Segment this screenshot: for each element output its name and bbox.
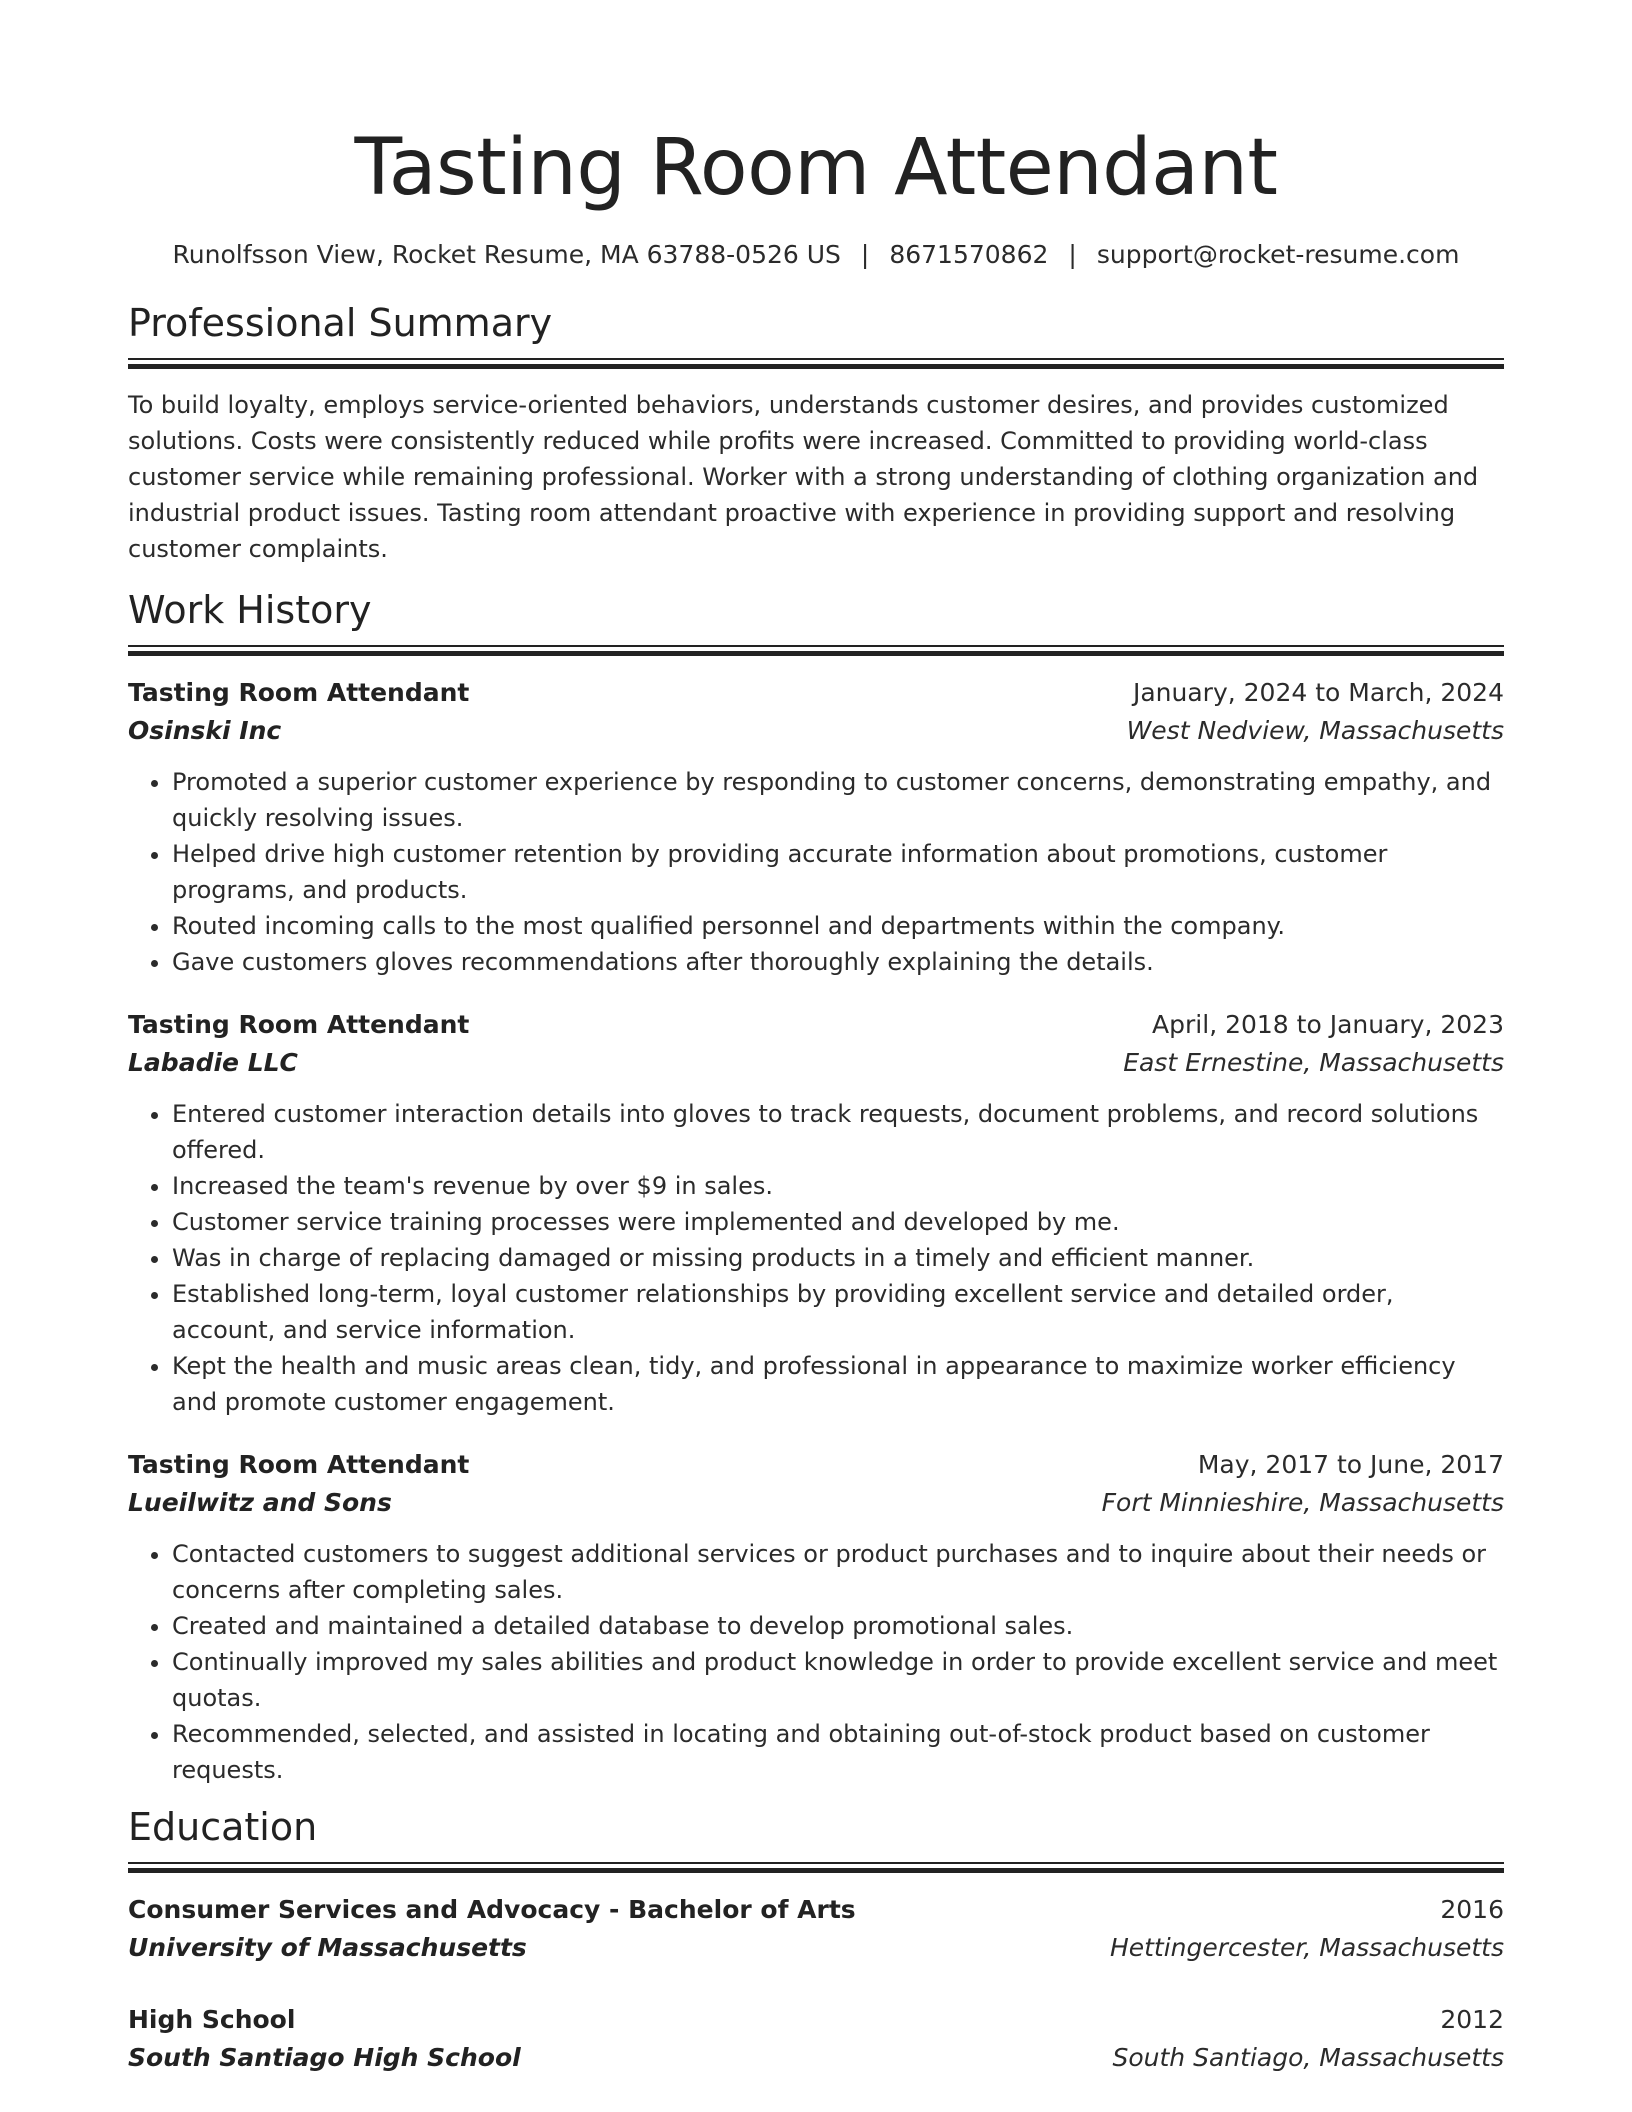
job-company: Lueilwitz and Sons — [128, 1488, 392, 1517]
education-year: 2012 — [1440, 2005, 1504, 2034]
section-divider — [128, 645, 1504, 656]
education-school: University of Massachusetts — [128, 1933, 527, 1962]
job-bullet: • Was in charge of replacing damaged or missing products in a timely and efficient manner. — [172, 1240, 1504, 1276]
education-location: Hettingercester, Massachusetts — [1109, 1933, 1504, 1962]
education-year: 2016 — [1440, 1895, 1504, 1924]
job-bullets — [128, 1536, 1504, 1788]
summary-section — [128, 298, 1504, 567]
education-degree-row — [128, 2001, 1504, 2039]
job-title: Tasting Room Attendant — [128, 678, 470, 707]
education-school: South Santiago High School — [128, 2043, 521, 2072]
job-bullet: • Established long-term, loyal customer relationships by providing excellent service and detailed order, account, and service information. — [172, 1276, 1504, 1348]
education-degree: High School — [128, 2005, 296, 2034]
job-title: Tasting Room Attendant — [128, 1010, 470, 1039]
job-bullet: • Created and maintained a detailed database to develop promotional sales. — [172, 1608, 1504, 1644]
contact-separator: | — [860, 240, 870, 269]
job-bullet: • Increased the team's revenue by over $9 in sales. — [172, 1168, 1504, 1204]
job-dates: May, 2017 to June, 2017 — [1197, 1450, 1504, 1479]
job-bullet: • Customer service training processes were implemented and developed by me. — [172, 1204, 1504, 1240]
contact-separator: | — [1068, 240, 1077, 269]
education-location: South Santiago, Massachusetts — [1112, 2043, 1504, 2072]
job-entry — [128, 1006, 1504, 1420]
education-degree: Consumer Services and Advocacy - Bachelor of Arts — [128, 1895, 856, 1924]
job-title: Tasting Room Attendant — [128, 1450, 470, 1479]
contact-phone: 8671570862 — [889, 240, 1049, 269]
education-school-row — [128, 1929, 1504, 1967]
contact-address: Runolfsson View, Rocket Resume, MA 63788-0526 US — [172, 240, 841, 269]
job-bullet: • Contacted customers to suggest additional services or product purchases and to inquire about their needs or concerns after completing sales. — [172, 1536, 1504, 1608]
job-dates: April, 2018 to January, 2023 — [1152, 1010, 1504, 1039]
job-bullet: • Continually improved my sales abilities and product knowledge in order to provide excellent service and meet quotas. — [172, 1644, 1504, 1716]
section-title-education: Education — [128, 1805, 318, 1849]
job-bullet: • Entered customer interaction details into gloves to track requests, document problems, and record solutions offered. — [172, 1096, 1504, 1168]
job-company-row — [128, 712, 1504, 750]
work-history-section — [128, 585, 1504, 1788]
job-bullet: • Promoted a superior customer experience by responding to customer concerns, demonstrating empathy, and quickly resolving issues. — [172, 764, 1504, 836]
education-school-row — [128, 2039, 1504, 2077]
job-bullet: • Recommended, selected, and assisted in locating and obtaining out-of-stock product based on customer requests. — [172, 1716, 1504, 1788]
job-dates: January, 2024 to March, 2024 — [1132, 678, 1504, 707]
job-entry — [128, 674, 1504, 980]
contact-email: support@rocket-resume.com — [1096, 240, 1460, 269]
job-entry — [128, 1446, 1504, 1788]
section-divider — [128, 358, 1504, 369]
section-divider — [128, 1862, 1504, 1873]
education-degree-row — [128, 1891, 1504, 1929]
job-bullets — [128, 1096, 1504, 1420]
section-title-work-history: Work History — [128, 588, 372, 632]
job-bullets — [128, 764, 1504, 980]
job-location: East Ernestine, Massachusetts — [1123, 1048, 1504, 1077]
section-title-summary: Professional Summary — [128, 301, 553, 345]
education-entry — [128, 2001, 1504, 2077]
job-bullet: • Gave customers gloves recommendations after thoroughly explaining the details. — [172, 944, 1504, 980]
job-company-row — [128, 1484, 1504, 1522]
job-bullet: • Routed incoming calls to the most qualified personnel and departments within the company. — [172, 908, 1504, 944]
education-section — [128, 1802, 1504, 2077]
job-header-row — [128, 674, 1504, 712]
resume-name: Tasting Room Attendant — [354, 123, 1278, 213]
job-location: West Nedview, Massachusetts — [1126, 716, 1504, 745]
summary-text: To build loyalty, employs service-oriented behaviors, understands customer desires, and provides customized solutions. Costs were consistently reduced while profits were increased. Committed to providing world-class customer service while remaining professional. Worker with a strong understanding of clothing organization and industrial product issues. Tasting room attendant proactive with experience in providing support and resolving customer complaints. — [128, 391, 1479, 563]
job-bullet: • Helped drive high customer retention by providing accurate information about promotions, customer programs, and products. — [172, 836, 1504, 908]
education-entry — [128, 1891, 1504, 1967]
job-company-row — [128, 1044, 1504, 1082]
job-company: Labadie LLC — [128, 1048, 298, 1077]
job-header-row — [128, 1006, 1504, 1044]
job-location: Fort Minnieshire, Massachusetts — [1101, 1488, 1504, 1517]
job-company: Osinski Inc — [128, 716, 282, 745]
contact-line — [128, 238, 1504, 272]
job-header-row — [128, 1446, 1504, 1484]
resume-page — [128, 0, 1504, 2077]
job-bullet: • Kept the health and music areas clean, tidy, and professional in appearance to maximize worker efficiency and promote customer engagement. — [172, 1348, 1504, 1420]
